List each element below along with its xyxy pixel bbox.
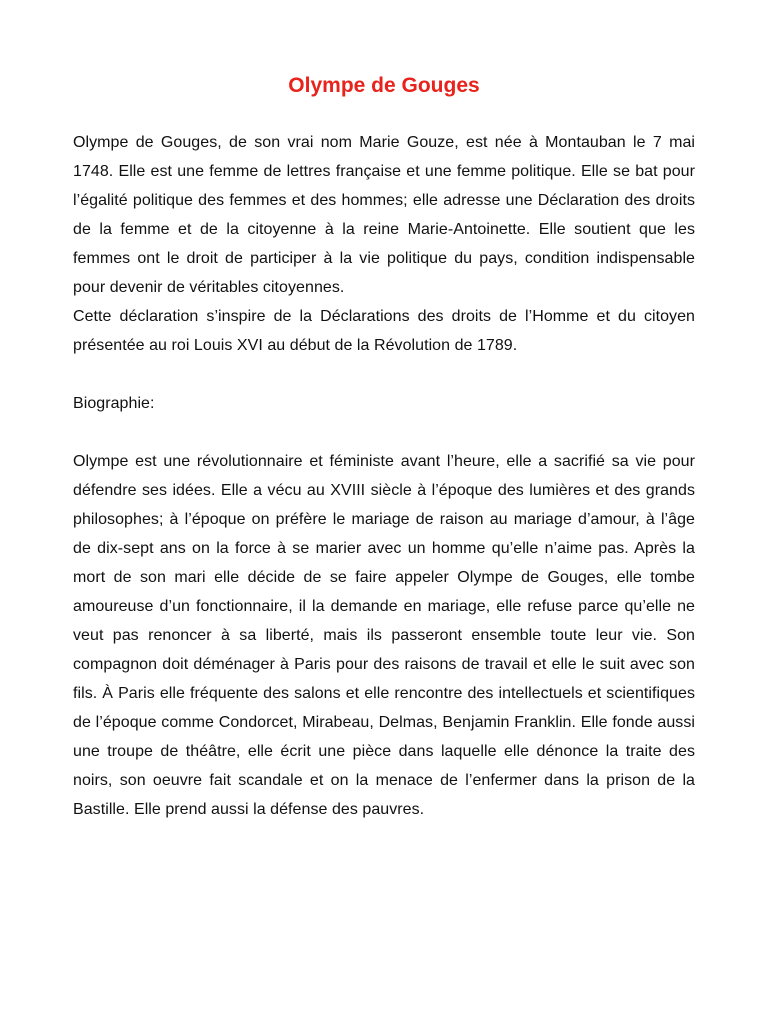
biography-paragraph: Olympe est une révolutionnaire et féministe avant l’heure, elle a sacrifié sa vie pour défendre ses idées. Elle a vécu au XVIII siècle à l’époque des lumières et des grands philosophes; à l’époque on préfère le mariage de raison au mariage d’amour, à l’âge de dix-sept ans on la force à se marier avec un homme qu’elle n’aime pas. Après la mort de son mari elle décide de se faire appeler Olympe de Gouges, elle tombe amoureuse d’un fonctionnaire, il la demande en mariage, elle refuse parce qu’elle ne veut pas renoncer à sa liberté, mais ils passeront ensemble toute leur vie. Son compagnon doit déménager à Paris pour des raisons de travail et elle le suit avec son fils. À Paris elle fréquente des salons et elle rencontre des intellectuels et scientifiques de l’époque comme Condorcet, Mirabeau, Delmas, Benjamin Franklin. Elle fonde aussi une troupe de théâtre, elle écrit une pièce dans laquelle elle dénonce la traite des noirs, son oeuvre fait scandale et on la menace de l’enfermer dans la prison de la Bastille. Elle prend aussi la défense des pauvres. (73, 453, 695, 818)
spacer (73, 360, 695, 389)
page-title: Olympe de Gouges (288, 74, 480, 97)
declaration-paragraph: Cette déclaration s’inspire de la Déclarations des droits de l’Homme et du citoyen présentée au roi Louis XVI au début de la Révolution de 1789. (73, 308, 695, 354)
spacer (73, 418, 695, 447)
intro-paragraph: Olympe de Gouges, de son vrai nom Marie Gouze, est née à Montauban le 7 mai 1748. Elle est une femme de lettres française et une femme politique. Elle se bat pour l’égalité politique des femmes et des hommes; elle adresse une Déclaration des droits de la femme et de la citoyenne à la reine Marie-Antoinette. Elle soutient que les femmes ont le droit de participer à la vie politique du pays, condition indispensable pour devenir de véritables citoyennes. (73, 134, 695, 296)
biography-heading: Biographie: (73, 395, 155, 412)
